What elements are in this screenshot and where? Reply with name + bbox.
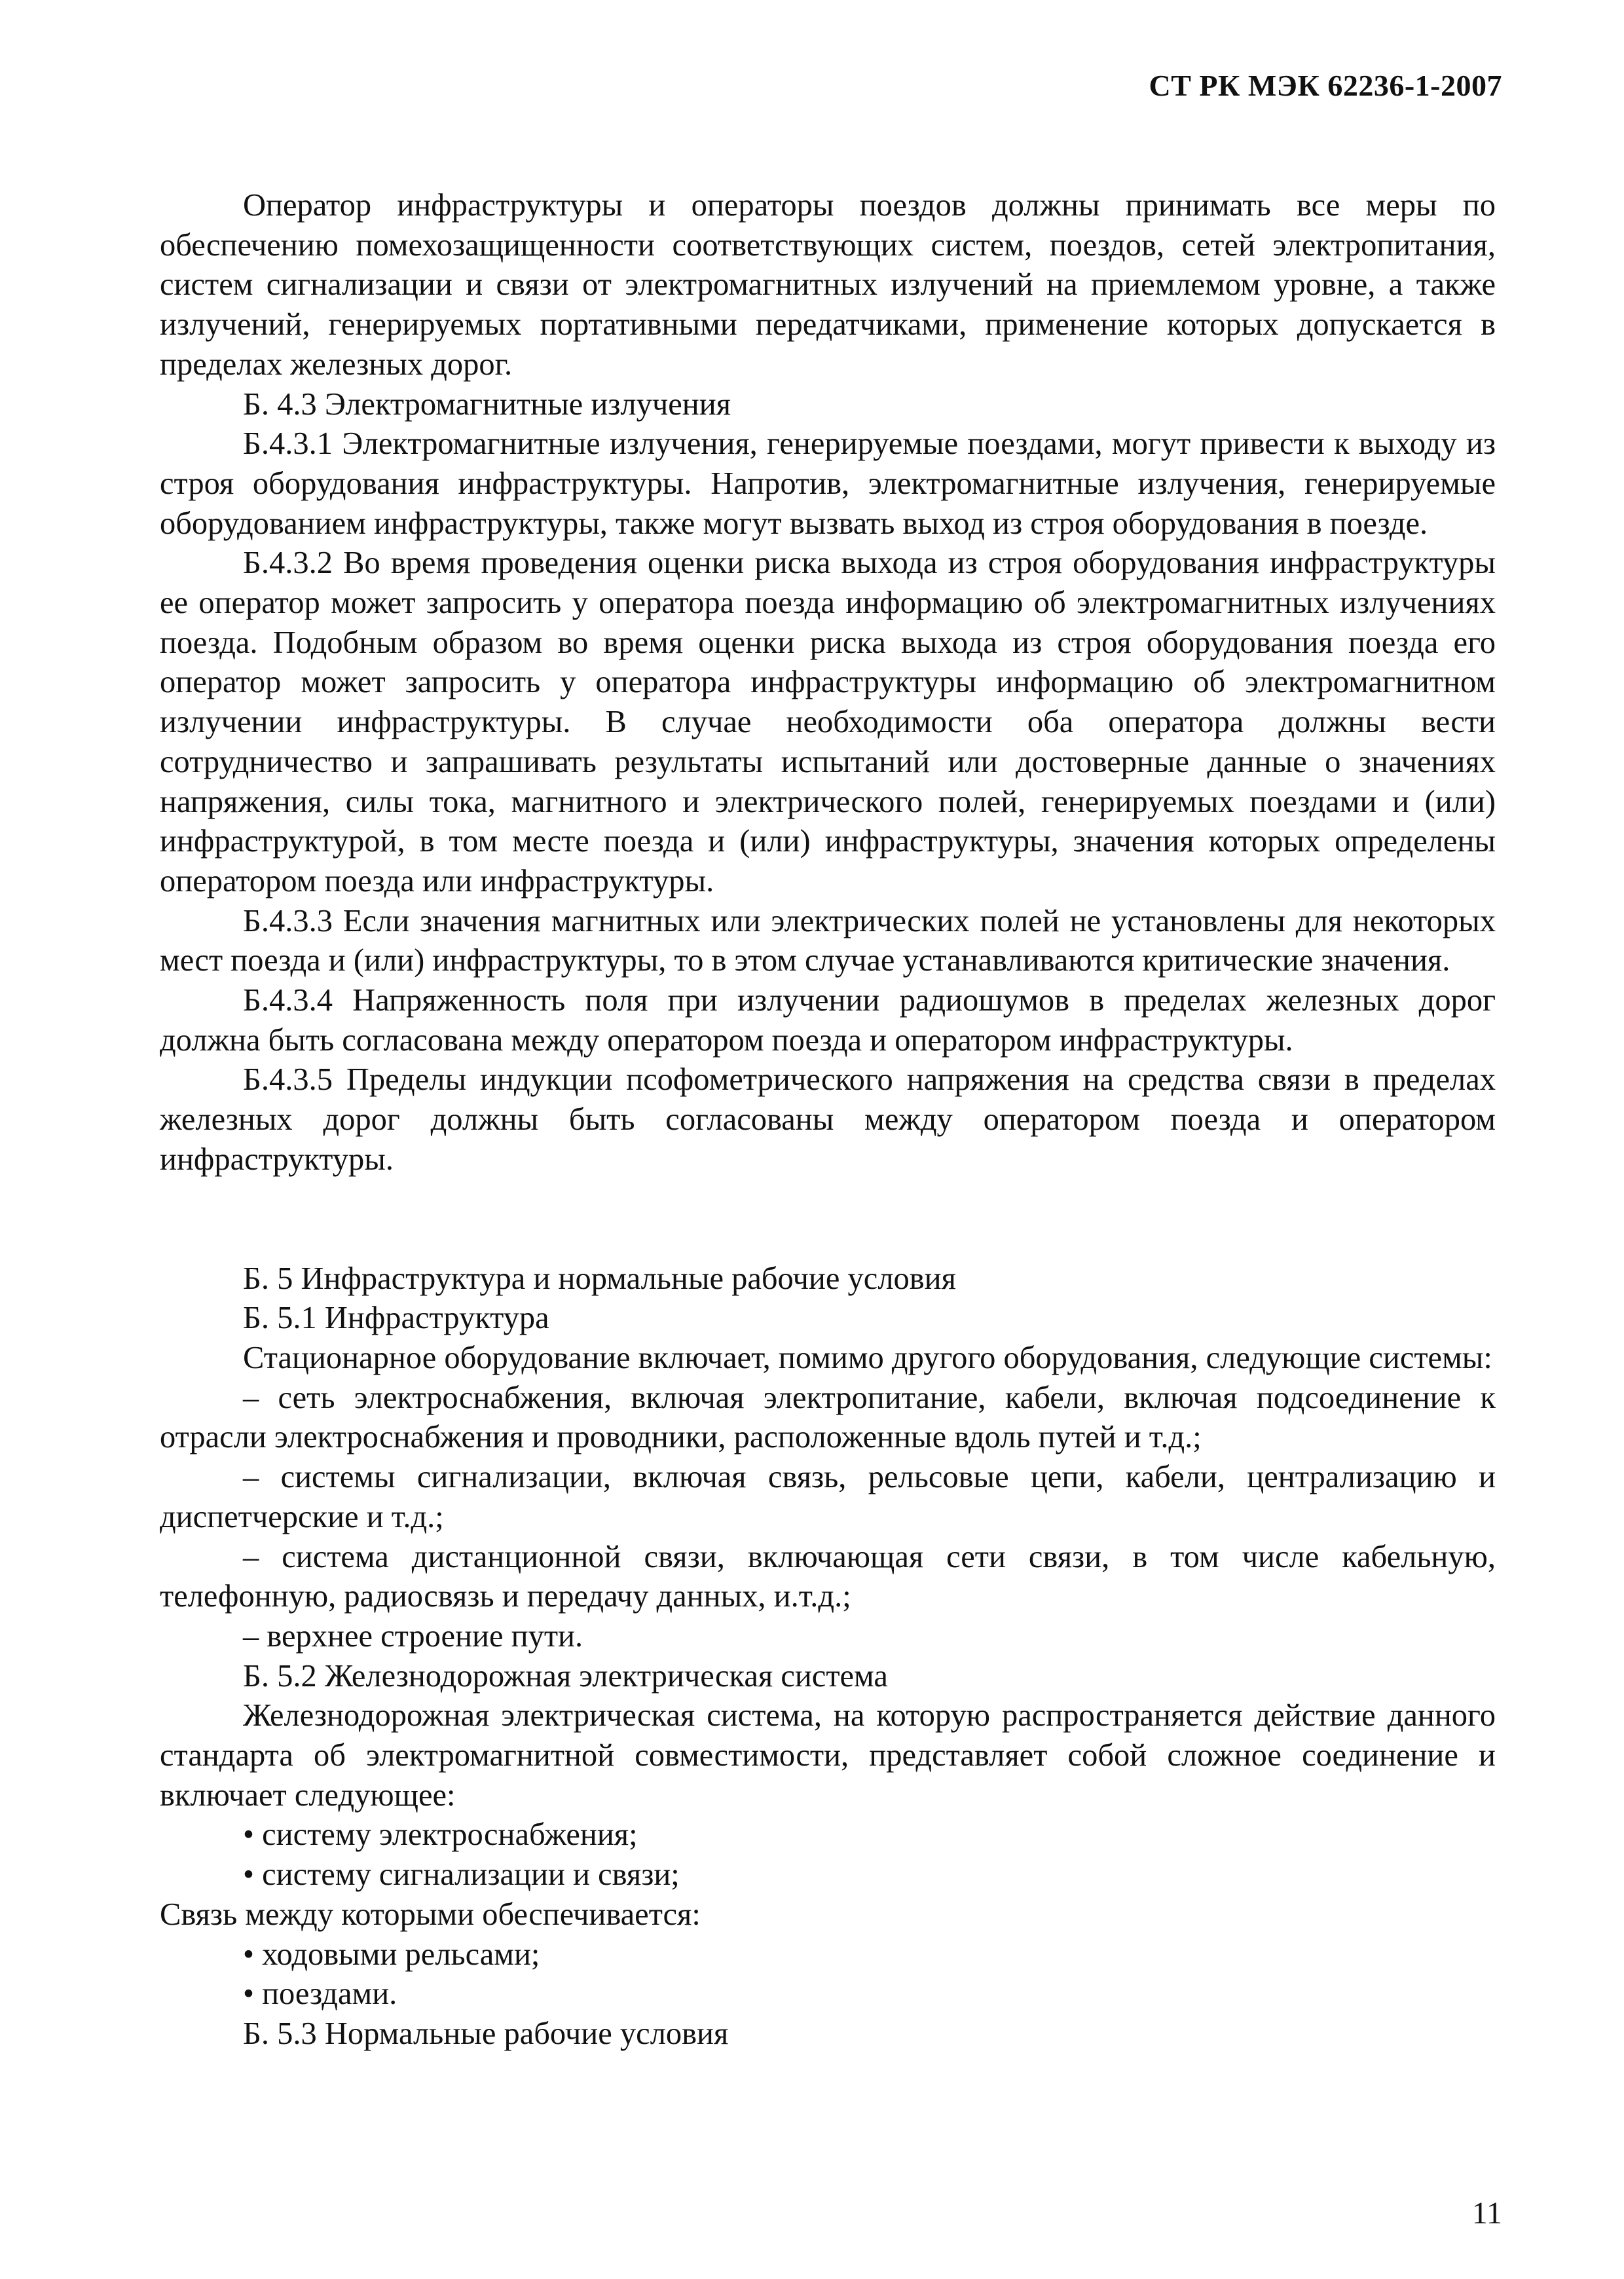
paragraph-b-4-3-2: Б.4.3.2 Во время проведения оценки риска выхода из строя оборудования инфраструктуры ее оператор может запросить у оператора поезда информацию об электромагнитных излучениях поезда. Подобным образом во время оценки риска выхода из строя оборудования поезда его оператор может запросить у оператора инфраструктуры информацию об электромагнитном излучении инфраструктуры. В случае необходимости оба оператора должны вести сотрудничество и запрашивать результаты испытаний или достоверные данные о значениях напряжения, силы тока, магнитного и электрического полей, генерируемых поездами и (или) инфраструктурой, в том месте поезда и (или) инфраструктуры, значения которых определены оператором поезда или инфраструктуры. [160,546,1496,899]
section-heading-b-5-1: Б. 5.1 Инфраструктура [243,1301,549,1336]
list-item-track-superstructure: – верхнее строение пути. [243,1618,583,1654]
paragraph-railway-electrical-system: Железнодорожная электрическая система, на которую распространяется действие данного стандарта об электромагнитной совместимости, представляет собой сложное соединение и включает следующее: [160,1698,1496,1813]
list-item-power-supply-network: – сеть электроснабжения, включая электропитание, кабели, включая подсоединение к отрасли электроснабжения и проводники, расположенные вдоль путей и т.д.; [160,1380,1496,1455]
paragraph-connection-provided: Связь между которыми обеспечивается: [160,1897,701,1932]
standard-header: СТ РК МЭК 62236-1-2007 [1149,69,1502,102]
section-heading-b-5-2: Б. 5.2 Железнодорожная электрическая система [243,1658,888,1694]
paragraph-b-4-3-1: Б.4.3.1 Электромагнитные излучения, генерируемые поездами, могут привести к выходу из строя оборудования инфраструктуры. Напротив, электромагнитные излучения, генерируемые оборудованием инфраструктуры, также могут вызвать выход из строя оборудования в поезде. [160,426,1496,541]
list-item-signalling-systems: – системы сигнализации, включая связь, рельсовые цепи, кабели, централизацию и диспетчерские и т.д.; [160,1460,1496,1534]
paragraph-b-4-3-3: Б.4.3.3 Если значения магнитных или электрических полей не установлены для некоторых мест поезда и (или) инфраструктуры, то в этом случае устанавливаются критические значения. [160,903,1496,978]
body-text [160,186,1496,2054]
paragraph-stationary-equipment: Стационарное оборудование включает, помимо другого оборудования, следующие системы: [243,1340,1492,1375]
section-heading-b-4-3: Б. 4.3 Электромагнитные излучения [243,386,731,422]
bullet-item-running-rails: • ходовыми рельсами; [243,1936,540,1972]
list-item-telecommunication-system: – система дистанционной связи, включающая сети связи, в том числе кабельную, телефонную, радиосвязь и передачу данных, и.т.д.; [160,1539,1496,1614]
paragraph-operators-measures: Оператор инфраструктуры и операторы поездов должны принимать все меры по обеспечению помехозащищенности соответствующих систем, поездов, сетей электропитания, систем сигнализации и связи от электромагнитных излучений на приемлемом уровне, а также излучений, генерируемых портативными передатчиками, применение которых допускается в пределах железных дорог. [160,188,1496,382]
paragraph-b-4-3-5: Б.4.3.5 Пределы индукции псофометрического напряжения на средства связи в пределах железных дорог должны быть согласованы между оператором поезда и оператором инфраструктуры. [160,1062,1496,1177]
page-number: 11 [1471,2196,1502,2231]
bullet-item-signalling-and-communication: • систему сигнализации и связи; [243,1857,680,1893]
bullet-item-power-supply-system: • систему электроснабжения; [243,1817,638,1853]
section-heading-b-5-3: Б. 5.3 Нормальные рабочие условия [243,2016,729,2051]
bullet-item-trains: • поездами. [243,1976,397,2012]
section-gap [160,1180,1496,1259]
section-heading-b-5: Б. 5 Инфраструктура и нормальные рабочие условия [243,1261,956,1296]
paragraph-b-4-3-4: Б.4.3.4 Напряженность поля при излучении радиошумов в пределах железных дорог должна быть согласована между оператором поезда и оператором инфраструктуры. [160,983,1496,1058]
